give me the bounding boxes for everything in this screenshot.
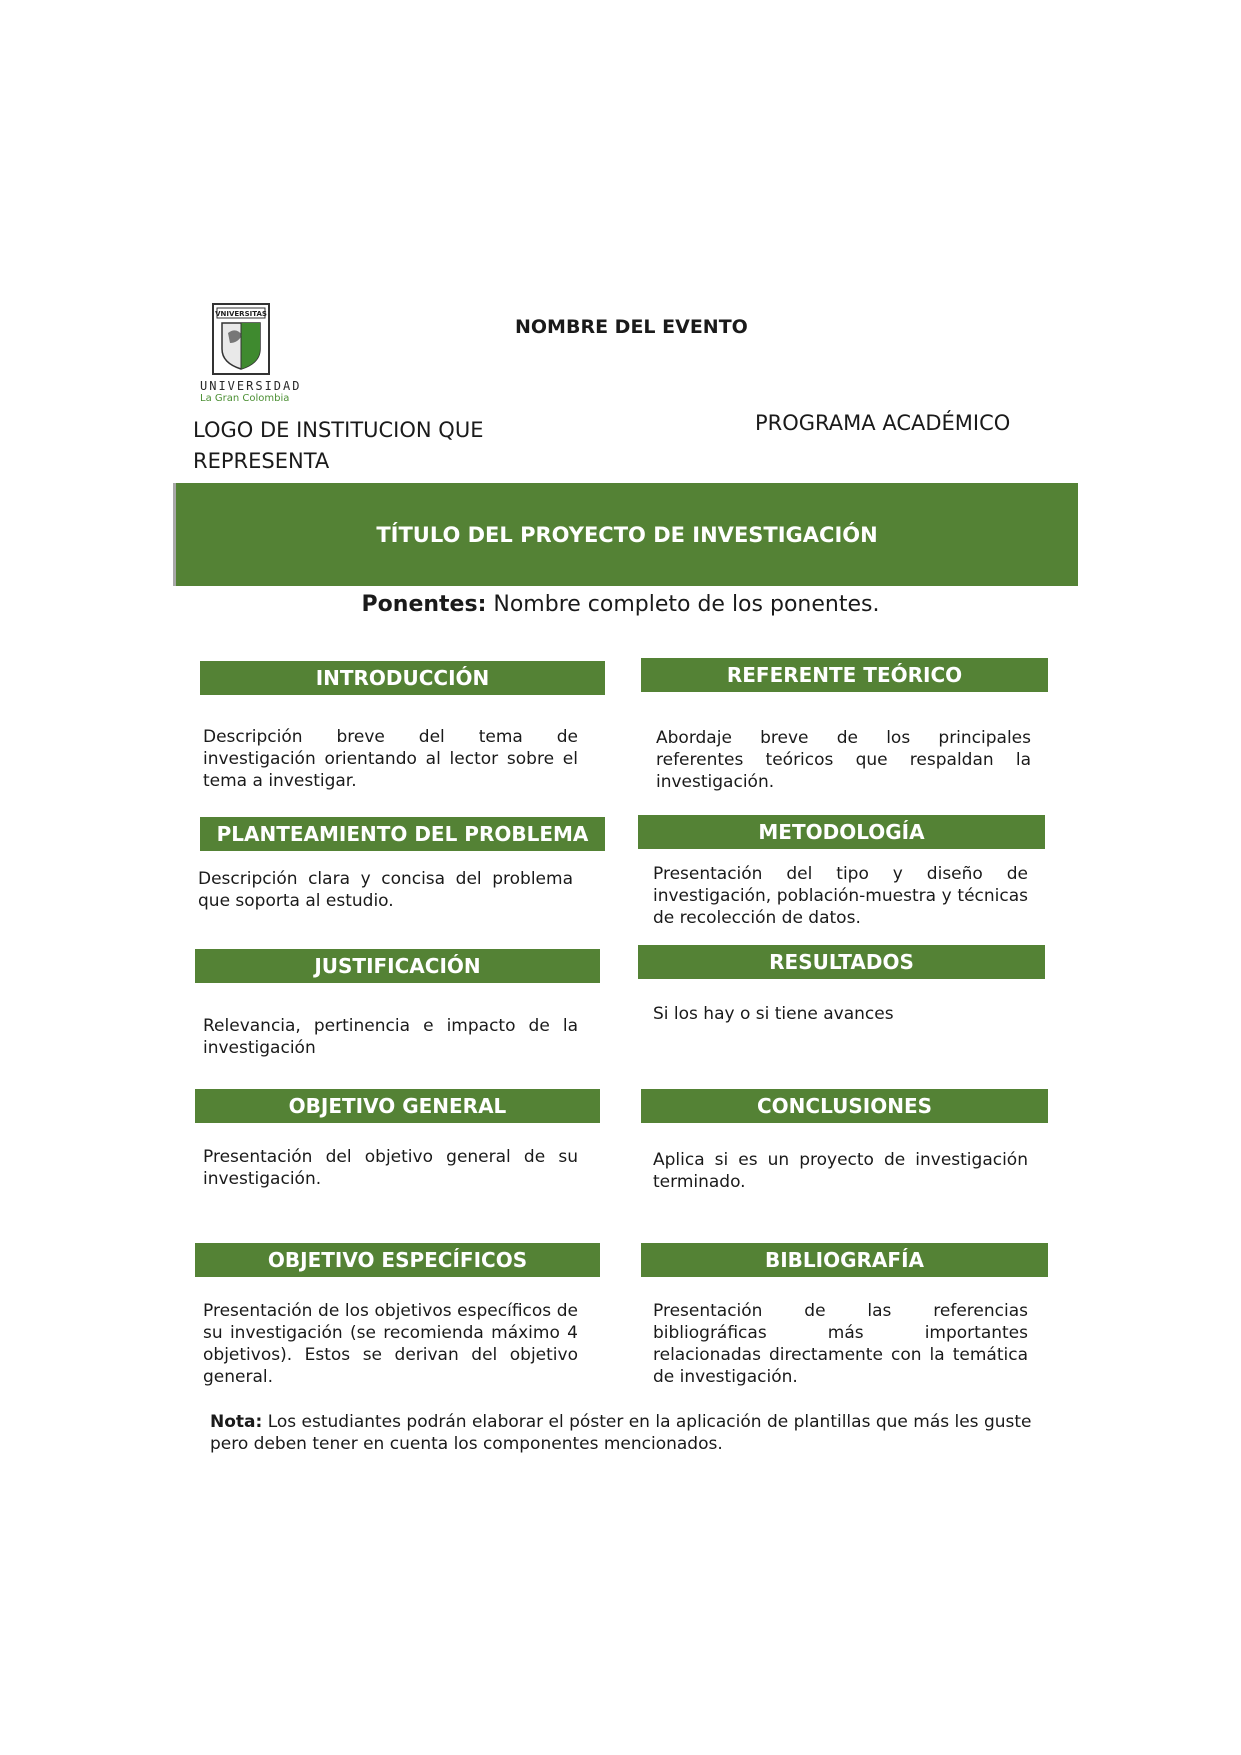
project-title-banner <box>173 483 1078 586</box>
university-seal-icon <box>212 303 270 375</box>
ponentes <box>0 592 1241 617</box>
planteamiento-text: Descripción clara y concisa del problema que soporta al estudio. <box>198 869 573 911</box>
logo-caption: LOGO DE INSTITUCION QUE REPRESENTA <box>193 418 484 473</box>
referente-header: REFERENTE TEÓRICO <box>641 658 1048 692</box>
introduccion-text: Descripción breve del tema de investigación orientando al lector sobre el tema a investigar. <box>203 727 578 791</box>
metodologia-text: Presentación del tipo y diseño de investigación, población-muestra y técnicas de recolección de datos. <box>653 864 1028 928</box>
objetivo-general-text: Presentación del objetivo general de su investigación. <box>203 1147 578 1189</box>
conclusiones-text: Aplica si es un proyecto de investigación terminado. <box>653 1150 1028 1192</box>
university-logo <box>200 303 302 411</box>
academic-program: PROGRAMA ACADÉMICO <box>755 411 1011 435</box>
objetivos-especificos-text: Presentación de los objetivos específicos de su investigación (se recomienda máximo 4 objetivos). Estos se derivan del objetivo general. <box>203 1301 578 1387</box>
logo-subname: La Gran Colombia <box>200 393 290 404</box>
introduccion-header: INTRODUCCIÓN <box>200 661 605 695</box>
resultados-header: RESULTADOS <box>638 945 1045 979</box>
note <box>210 1411 1040 1455</box>
event-name: NOMBRE DEL EVENTO <box>515 316 748 338</box>
bibliografia-text: Presentación de las referencias bibliográficas más importantes relacionadas directamente con la temática de investigación. <box>653 1301 1028 1387</box>
objetivos-especificos-header: OBJETIVO ESPECÍFICOS <box>195 1243 600 1277</box>
planteamiento-header: PLANTEAMIENTO DEL PROBLEMA <box>200 817 605 851</box>
referente-text: Abordaje breve de los principales referentes teóricos que respaldan la investigación. <box>656 728 1031 792</box>
justificacion-header: JUSTIFICACIÓN <box>195 949 600 983</box>
note-text: Los estudiantes podrán elaborar el póster en la aplicación de plantillas que más les guste pero deben tener en cuenta los componentes mencionados. <box>210 1412 1032 1454</box>
conclusiones-header: CONCLUSIONES <box>641 1089 1048 1123</box>
note-label: Nota: <box>210 1412 263 1432</box>
seal-top-text: VNIVERSITAS <box>215 310 267 318</box>
logo-name: UNIVERSIDAD <box>200 379 302 393</box>
project-title: TÍTULO DEL PROYECTO DE INVESTIGACIÓN <box>376 522 878 547</box>
justificacion-text: Relevancia, pertinencia e impacto de la investigación <box>203 1016 578 1058</box>
ponentes-label: Ponentes: <box>361 592 487 617</box>
resultados-text: Si los hay o si tiene avances <box>653 1004 894 1024</box>
objetivo-general-header: OBJETIVO GENERAL <box>195 1089 600 1123</box>
metodologia-header: METODOLOGÍA <box>638 815 1045 849</box>
ponentes-text: Nombre completo de los ponentes. <box>493 592 880 617</box>
bibliografia-header: BIBLIOGRAFÍA <box>641 1243 1048 1277</box>
